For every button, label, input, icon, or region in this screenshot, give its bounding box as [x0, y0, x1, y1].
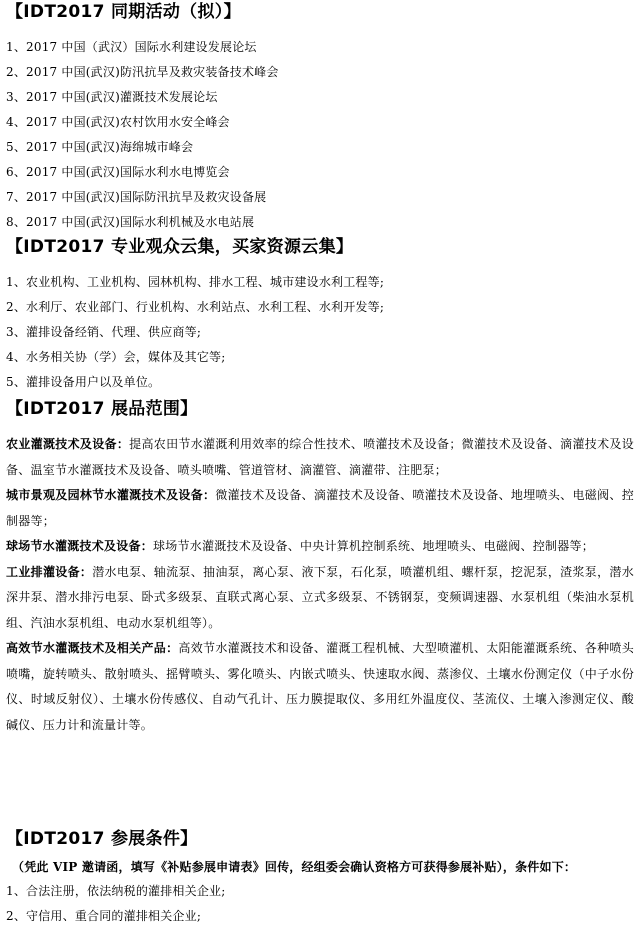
- events-heading: 【IDT2017 同期活动（拟）】: [6, 2, 241, 22]
- exhibits-content: [6, 432, 634, 738]
- exhibit-paragraph-agriculture: [6, 432, 634, 483]
- exhibits-heading: 【IDT2017 展品范围】: [6, 399, 198, 419]
- conditions-heading: 【IDT2017 参展条件】: [6, 829, 198, 849]
- exhibit-label: 高效节水灌溉技术及相关产品：: [6, 641, 179, 655]
- exhibit-text: 微灌技术及设备、滴灌技术及设备、喷灌技术及设备、地埋喷头、电磁阀、控制器等；: [6, 488, 634, 528]
- exhibit-text: 提高农田节水灌溉利用效率的综合性技术、喷灌技术及设备；微灌技术及设备、滴灌技术及设备、温室节水灌溉技术及设备、喷头喷嘴、管道管材、滴灌管、滴灌带、注肥泵；: [6, 437, 634, 477]
- exhibit-label: 城市景观及园林节水灌溉技术及设备：: [6, 488, 216, 502]
- list-item: 5、2017 中国(武汉)海绵城市峰会: [6, 140, 194, 154]
- list-item: 3、2017 中国(武汉)灌溉技术发展论坛: [6, 90, 218, 104]
- audience-list: [6, 270, 634, 395]
- list-item: 1、合法注册，依法纳税的灌排相关企业;: [6, 884, 226, 898]
- list-item: 3、灌排设备经销、代理、供应商等;: [6, 325, 202, 339]
- events-list: [6, 35, 634, 235]
- list-item: 8、2017 中国(武汉)国际水利机械及水电站展: [6, 215, 255, 229]
- list-item: 2、守信用、重合同的灌排相关企业;: [6, 909, 202, 923]
- exhibits-section: [6, 399, 634, 738]
- exhibit-text: 球场节水灌溉技术及设备、中央计算机控制系统、地埋喷头、电磁阀、控制器等；: [153, 539, 595, 553]
- conditions-note: （凭此 VIP 邀请函，填写《补贴参展申请表》回传，经组委会确认资格方可获得参展补贴），条件如下：: [12, 860, 577, 874]
- audience-heading: 【IDT2017 专业观众云集，买家资源云集】: [6, 237, 354, 257]
- exhibit-label: 球场节水灌溉技术及设备：: [6, 539, 154, 553]
- list-item: 1、2017 中国（武汉）国际水利建设发展论坛: [6, 40, 257, 54]
- list-item: 1、农业机构、工业机构、园林机构、排水工程、城市建设水利工程等;: [6, 275, 385, 289]
- list-item: 2、水利厅、农业部门、行业机构、水利站点、水利工程、水利开发等;: [6, 300, 385, 314]
- exhibit-paragraph-efficient: [6, 636, 634, 738]
- audience-section: [6, 237, 634, 395]
- list-item: 5、灌排设备用户以及单位。: [6, 375, 161, 389]
- conditions-list: [6, 879, 634, 929]
- exhibit-text: 高效节水灌溉技术和设备、灌溉工程机械、大型喷灌机、太阳能灌溉系统、各种喷头喷嘴，旋转喷头、散射喷头、摇臂喷头、雾化喷头、内嵌式喷头、快速取水阀、蒸渗仪、土壤水份测定仪（中子水份仪、时域反射仪）、土壤水份传感仪、自动气孔计、压力膜提取仪、多用红外温度仪、茎流仪、土壤入渗测定仪、酸碱仪、压力计和流量计等。: [6, 641, 634, 732]
- exhibit-paragraph-urban: [6, 483, 634, 534]
- list-item: 4、水务相关协（学）会，媒体及其它等;: [6, 350, 226, 364]
- exhibit-paragraph-stadium: [6, 534, 634, 560]
- conditions-section: [6, 829, 634, 929]
- list-item: 4、2017 中国(武汉)农村饮用水安全峰会: [6, 115, 230, 129]
- exhibit-paragraph-industrial: [6, 560, 634, 637]
- list-item: 2、2017 中国(武汉)防汛抗旱及救灾装备技术峰会: [6, 65, 279, 79]
- exhibit-text: 潜水电泵、轴流泵、抽油泵，离心泵、液下泵，石化泵，喷灌机组、螺杆泵，挖泥泵，渣浆泵，潜水深井泵、潜水排污电泵、卧式多级泵、直联式离心泵、立式多级泵、不锈钢泵，变频调速器、水泵机组（柴油水泵机组、汽油水泵机组、电动水泵机组等）。: [6, 564, 634, 630]
- exhibit-label: 农业灌溉技术及设备：: [6, 437, 130, 451]
- exhibit-label: 工业排灌设备：: [6, 564, 93, 579]
- list-item: 6、2017 中国(武汉)国际水利水电博览会: [6, 165, 230, 179]
- list-item: 7、2017 中国(武汉)国际防汛抗旱及救灾设备展: [6, 190, 267, 204]
- events-section: [6, 2, 634, 235]
